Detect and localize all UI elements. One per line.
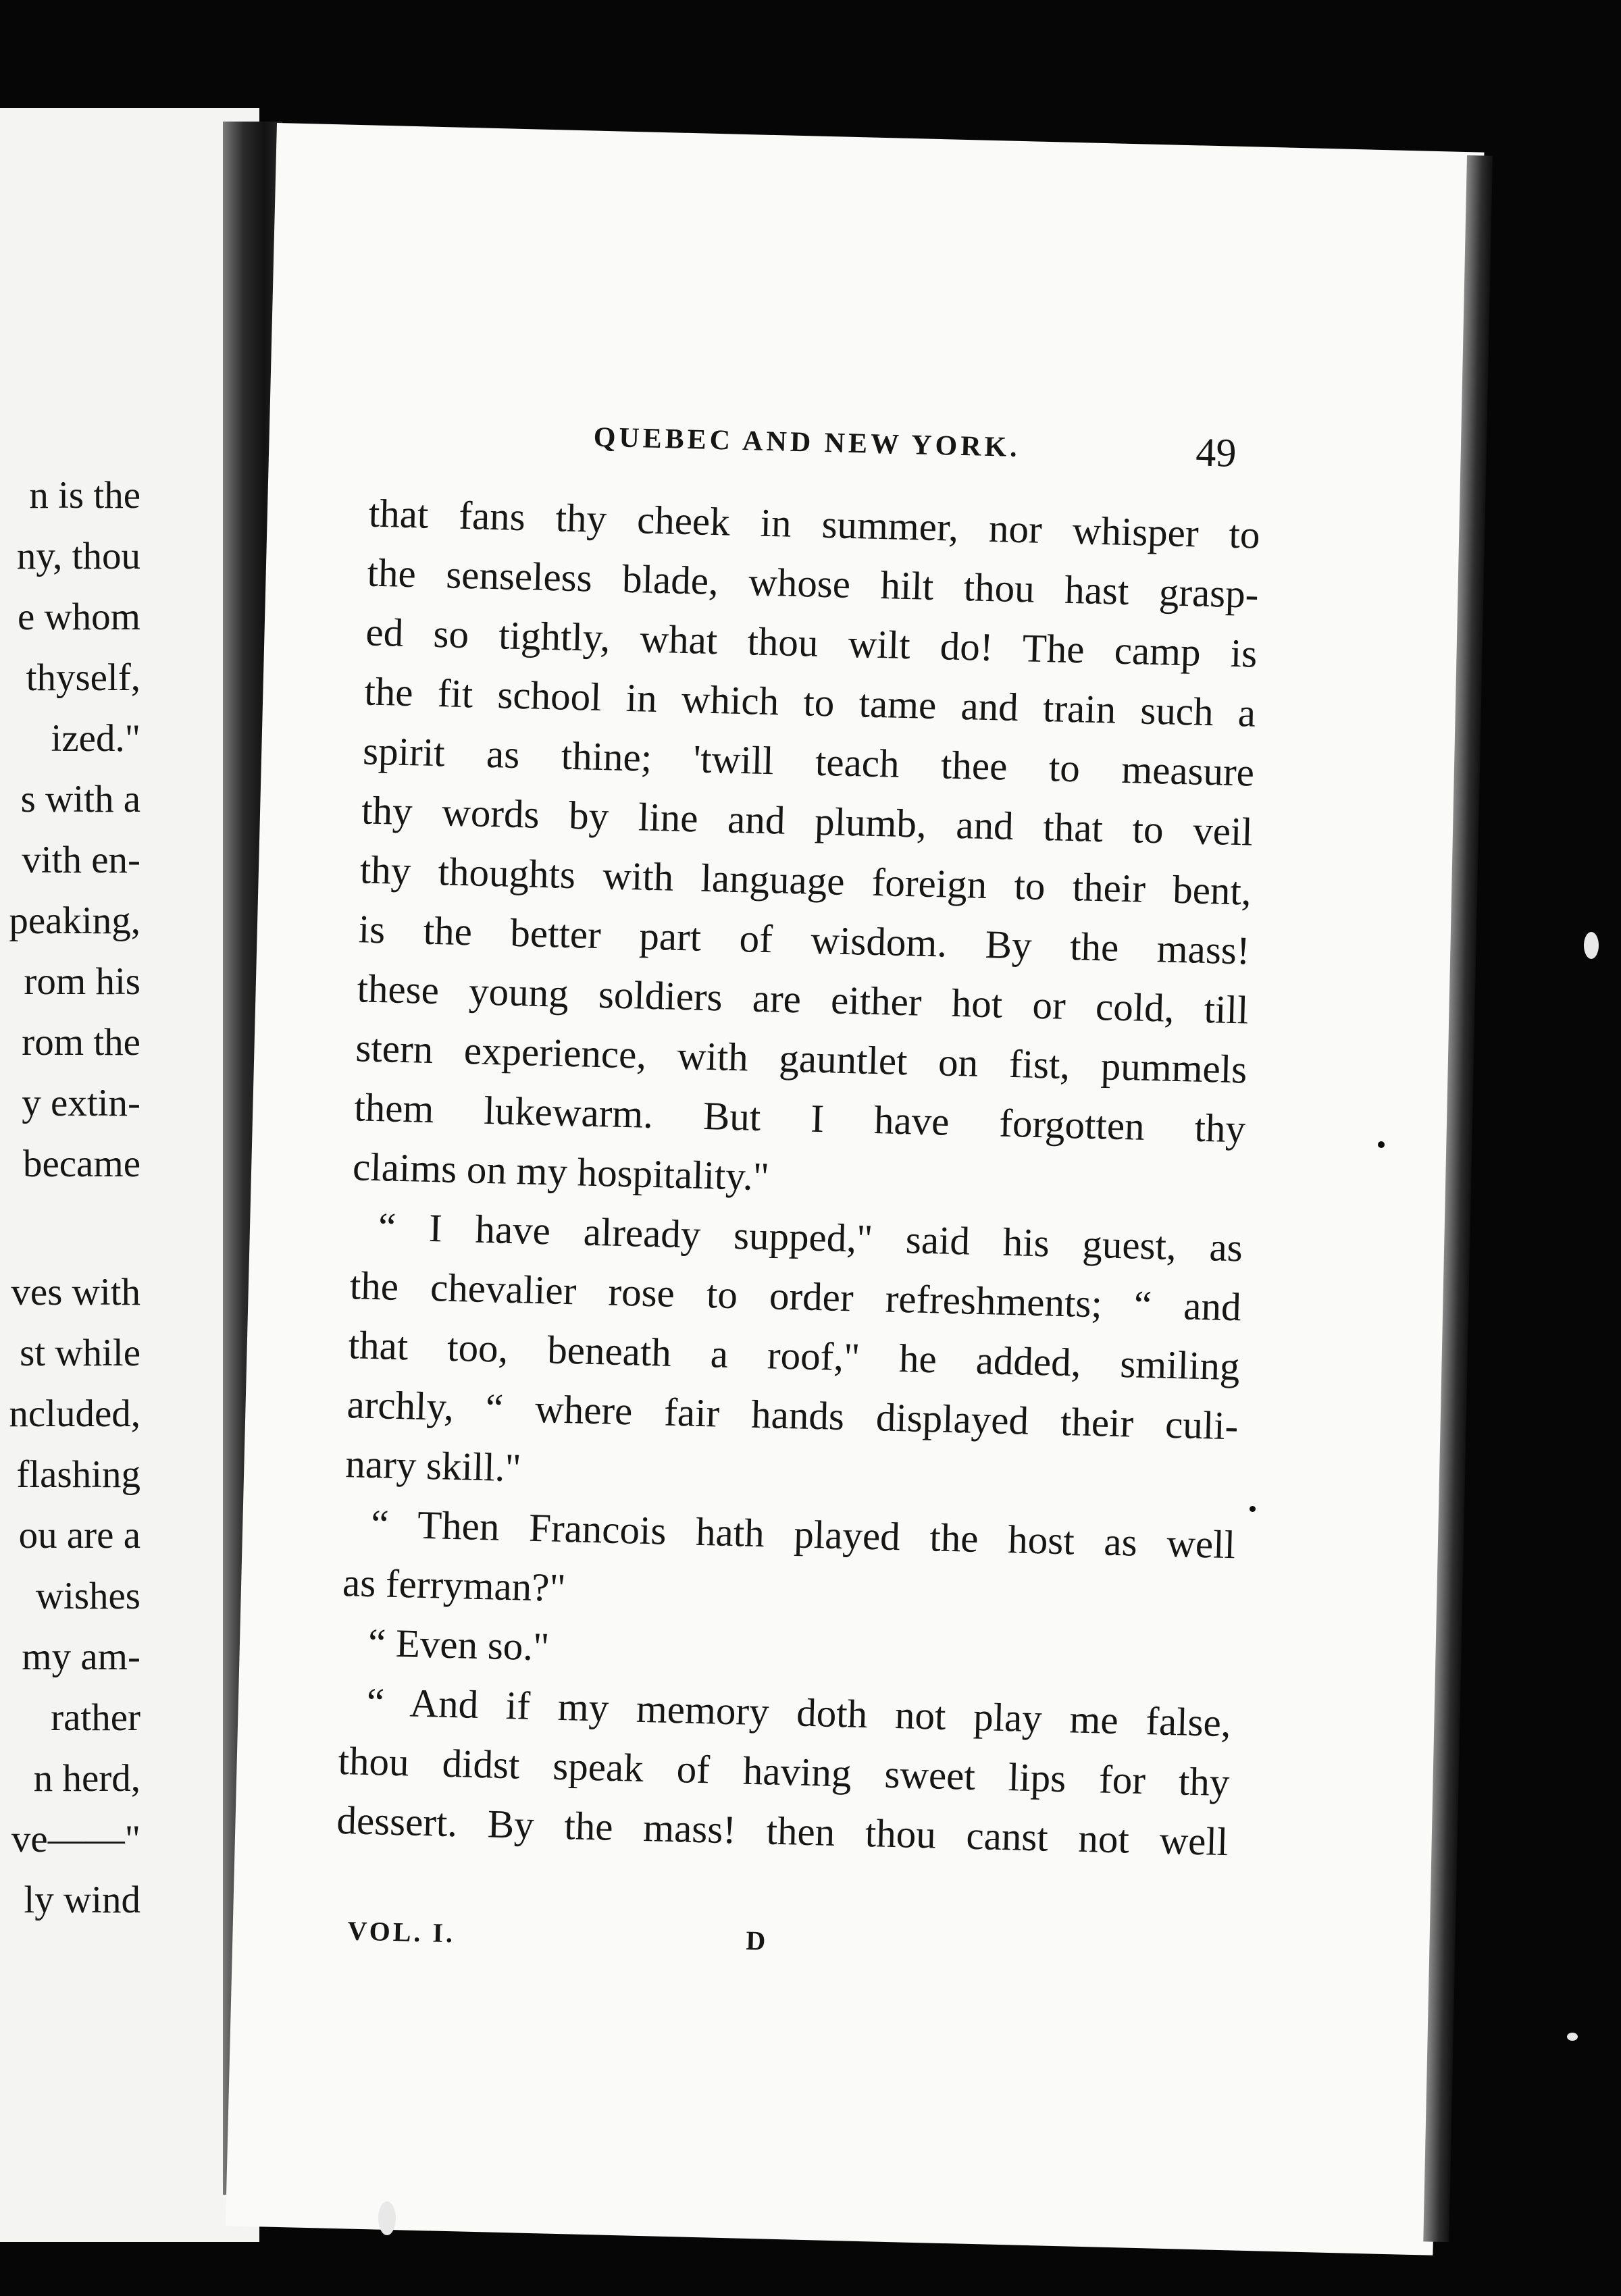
scan-speck xyxy=(378,2201,396,2235)
left-page-line: ly wind xyxy=(24,1879,140,1921)
body-line: as ferryman?" xyxy=(342,1560,567,1611)
body-line: the senseless blade, whose hilt thou hast grasp- xyxy=(366,550,1260,617)
signature-mark: D xyxy=(745,1925,766,1956)
body-line: them lukewarm. But I have forgotten thy xyxy=(353,1085,1246,1151)
scan-speck xyxy=(1250,1506,1256,1512)
left-page-line: y extin- xyxy=(22,1082,140,1124)
body-line: claims on my hospitality." xyxy=(352,1144,770,1199)
left-page-line: vith en- xyxy=(22,839,140,881)
volume-label: VOL. I. xyxy=(347,1915,456,1949)
left-page-line: ves with xyxy=(11,1271,140,1313)
left-page-line: n is the xyxy=(29,474,140,517)
body-line: dessert. By the mass! then thou canst not well xyxy=(336,1797,1229,1864)
left-page-line: wishes xyxy=(35,1575,140,1617)
left-page-line: s with a xyxy=(20,778,140,820)
left-page-line: became xyxy=(22,1143,140,1185)
left-page-line: ou are a xyxy=(18,1514,140,1557)
left-page-line: ncluded, xyxy=(9,1392,140,1435)
body-line: “ And if my memory doth not play me false, xyxy=(366,1679,1232,1746)
body-line: “ Even so." xyxy=(367,1619,550,1669)
left-page-line: flashing xyxy=(16,1453,140,1496)
body-line: “ Then Francois hath played the host as well xyxy=(370,1501,1236,1567)
left-page-line: rom the xyxy=(22,1021,140,1064)
body-line: thy thoughts with language foreign to their bent, xyxy=(359,847,1252,914)
body-text xyxy=(336,484,1261,1872)
body-line: spirit as thine; 'twill teach thee to measure xyxy=(362,728,1255,795)
left-page-line: st while xyxy=(20,1332,140,1374)
left-page-line: n herd, xyxy=(33,1757,140,1800)
left-page-line: my am- xyxy=(22,1636,140,1678)
body-line: ed so tightly, what thou wilt do! The camp is xyxy=(365,609,1258,676)
body-line: the fit school in which to tame and train such a xyxy=(363,669,1256,735)
scan-speck xyxy=(1378,1141,1385,1148)
running-head: QUEBEC AND NEW YORK. xyxy=(593,421,1021,464)
left-page-line: thyself, xyxy=(26,656,140,699)
left-page-line: ized." xyxy=(51,717,140,760)
body-line: archly, “ where fair hands displayed their culi- xyxy=(346,1382,1239,1449)
page-number: 49 xyxy=(1195,429,1237,475)
left-page-line: e whom xyxy=(17,596,140,638)
left-page xyxy=(0,108,259,2242)
body-line: that too, beneath a roof," he added, smiling xyxy=(348,1322,1241,1389)
scan-speck xyxy=(1567,2033,1578,2041)
page-footer xyxy=(334,1914,1226,1977)
left-page-line: rather xyxy=(51,1696,140,1739)
body-line: nary skill." xyxy=(344,1441,522,1490)
body-line: “ I have already supped," said his guest, as xyxy=(378,1204,1243,1270)
left-page-line: peaking, xyxy=(9,899,140,942)
left-page-line: rom his xyxy=(24,960,140,1003)
left-page-line: ve——" xyxy=(11,1818,140,1860)
body-line: that fans thy cheek in summer, nor whisper to xyxy=(368,490,1261,557)
body-line: is the better part of wisdom. By the mass! xyxy=(358,906,1251,973)
body-line: these young soldiers are either hot or cold, till xyxy=(356,966,1250,1033)
body-line: thou didst speak of having sweet lips for thy xyxy=(337,1738,1231,1805)
body-line: thy words by line and plumb, and that to veil xyxy=(361,787,1254,854)
scan-speck xyxy=(1584,932,1599,959)
body-line: stern experience, with gauntlet on fist, pummels xyxy=(355,1025,1247,1092)
right-page xyxy=(226,123,1485,2255)
left-page-line: ny, thou xyxy=(16,535,140,577)
body-line: the chevalier rose to order refreshments; “ and xyxy=(349,1263,1242,1330)
